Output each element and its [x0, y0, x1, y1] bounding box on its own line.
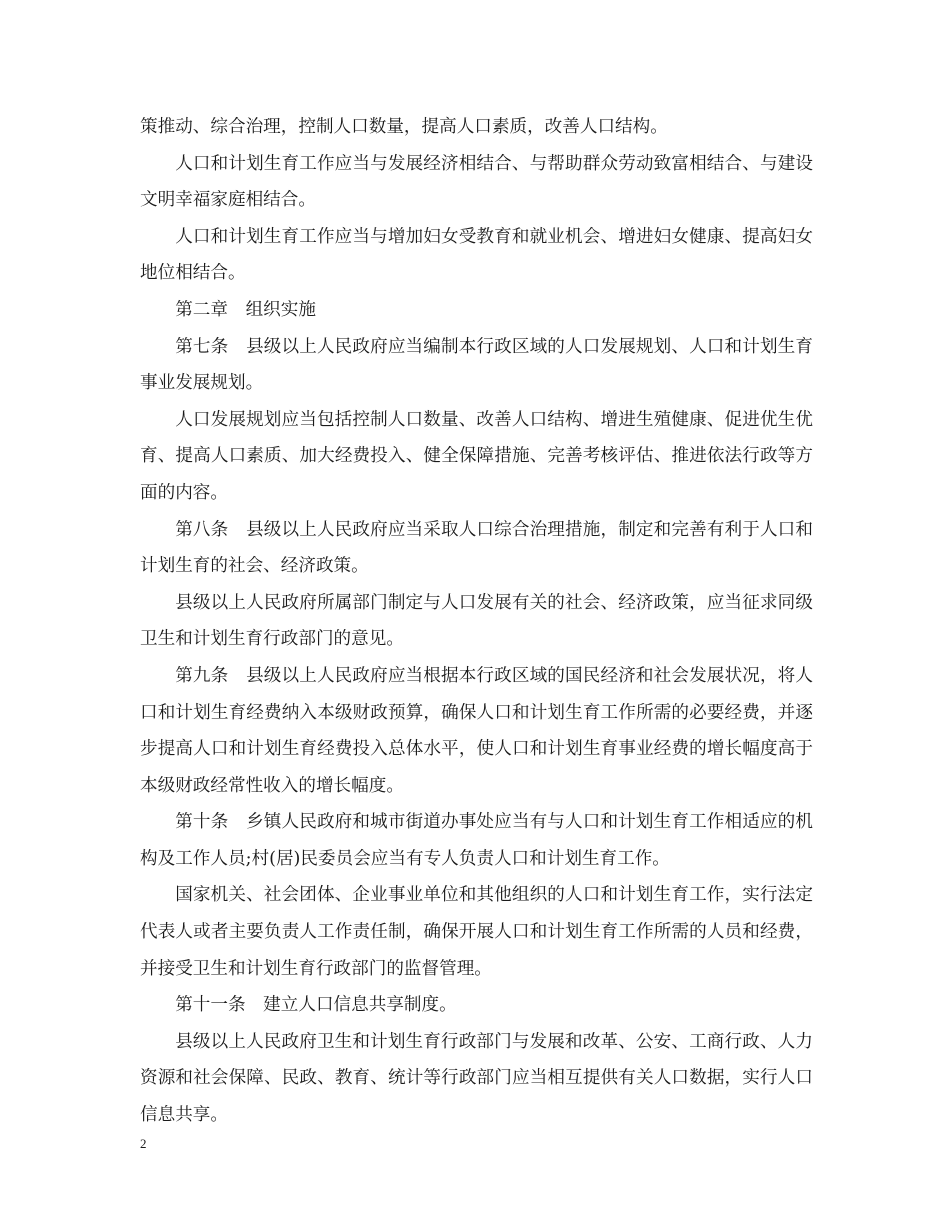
page-number: 2: [140, 1136, 147, 1151]
paragraph: 县级以上人民政府所属部门制定与人口发展有关的社会、经济政策，应当征求同级卫生和计划生育行政部门的意见。: [140, 592, 813, 650]
article-8: 第八条 县级以上人民政府应当采取人口综合治理措施，制定和完善有利于人口和计划生育的社会、经济政策。: [140, 519, 813, 577]
paragraph: 县级以上人民政府卫生和计划生育行政部门与发展和改革、公安、工商行政、人力资源和社会保障、民政、教育、统计等行政部门应当相互提供有关人口数据，实行人口信息共享。: [140, 1031, 813, 1126]
article-10: 第十条 乡镇人民政府和城市街道办事处应当有与人口和计划生育工作相适应的机构及工作人员;村(居)民委员会应当有专人负责人口和计划生育工作。: [140, 812, 813, 869]
paragraph: 人口和计划生育工作应当与增加妇女受教育和就业机会、增进妇女健康、提高妇女地位相结合。: [140, 226, 813, 284]
paragraph-continuation: 策推动、综合治理，控制人口数量，提高人口素质，改善人口结构。: [140, 117, 668, 137]
article-9: 第九条 县级以上人民政府应当根据本行政区域的国民经济和社会发展状况，将人口和计划生育经费纳入本级财政预算，确保人口和计划生育工作所需的必要经费，并逐步提高人口和计划生育经费投入总体水平，使人口和计划生育事业经费的增长幅度高于本级财政经常性收入的增长幅度。: [140, 665, 813, 796]
paragraph: 人口和计划生育工作应当与发展经济相结合、与帮助群众劳动致富相结合、与建设文明幸福家庭相结合。: [140, 153, 813, 211]
document-body: [140, 109, 813, 1134]
article-11: 第十一条 建立人口信息共享制度。: [175, 995, 457, 1016]
paragraph: 国家机关、社会团体、企业事业单位和其他组织的人口和计划生育工作，实行法定代表人或者主要负责人工作责任制，确保开展人口和计划生育工作所需的人员和经费，并接受卫生和计划生育行政部门的监督管理。: [140, 885, 813, 979]
chapter-heading: 第二章 组织实施: [175, 299, 316, 320]
paragraph: 人口发展规划应当包括控制人口数量、改善人口结构、增进生殖健康、促进优生优育、提高人口素质、加大经费投入、健全保障措施、完善考核评估、推进依法行政等方面的内容。: [140, 409, 813, 503]
article-7: 第七条 县级以上人民政府应当编制本行政区域的人口发展规划、人口和计划生育事业发展规划。: [140, 336, 813, 394]
